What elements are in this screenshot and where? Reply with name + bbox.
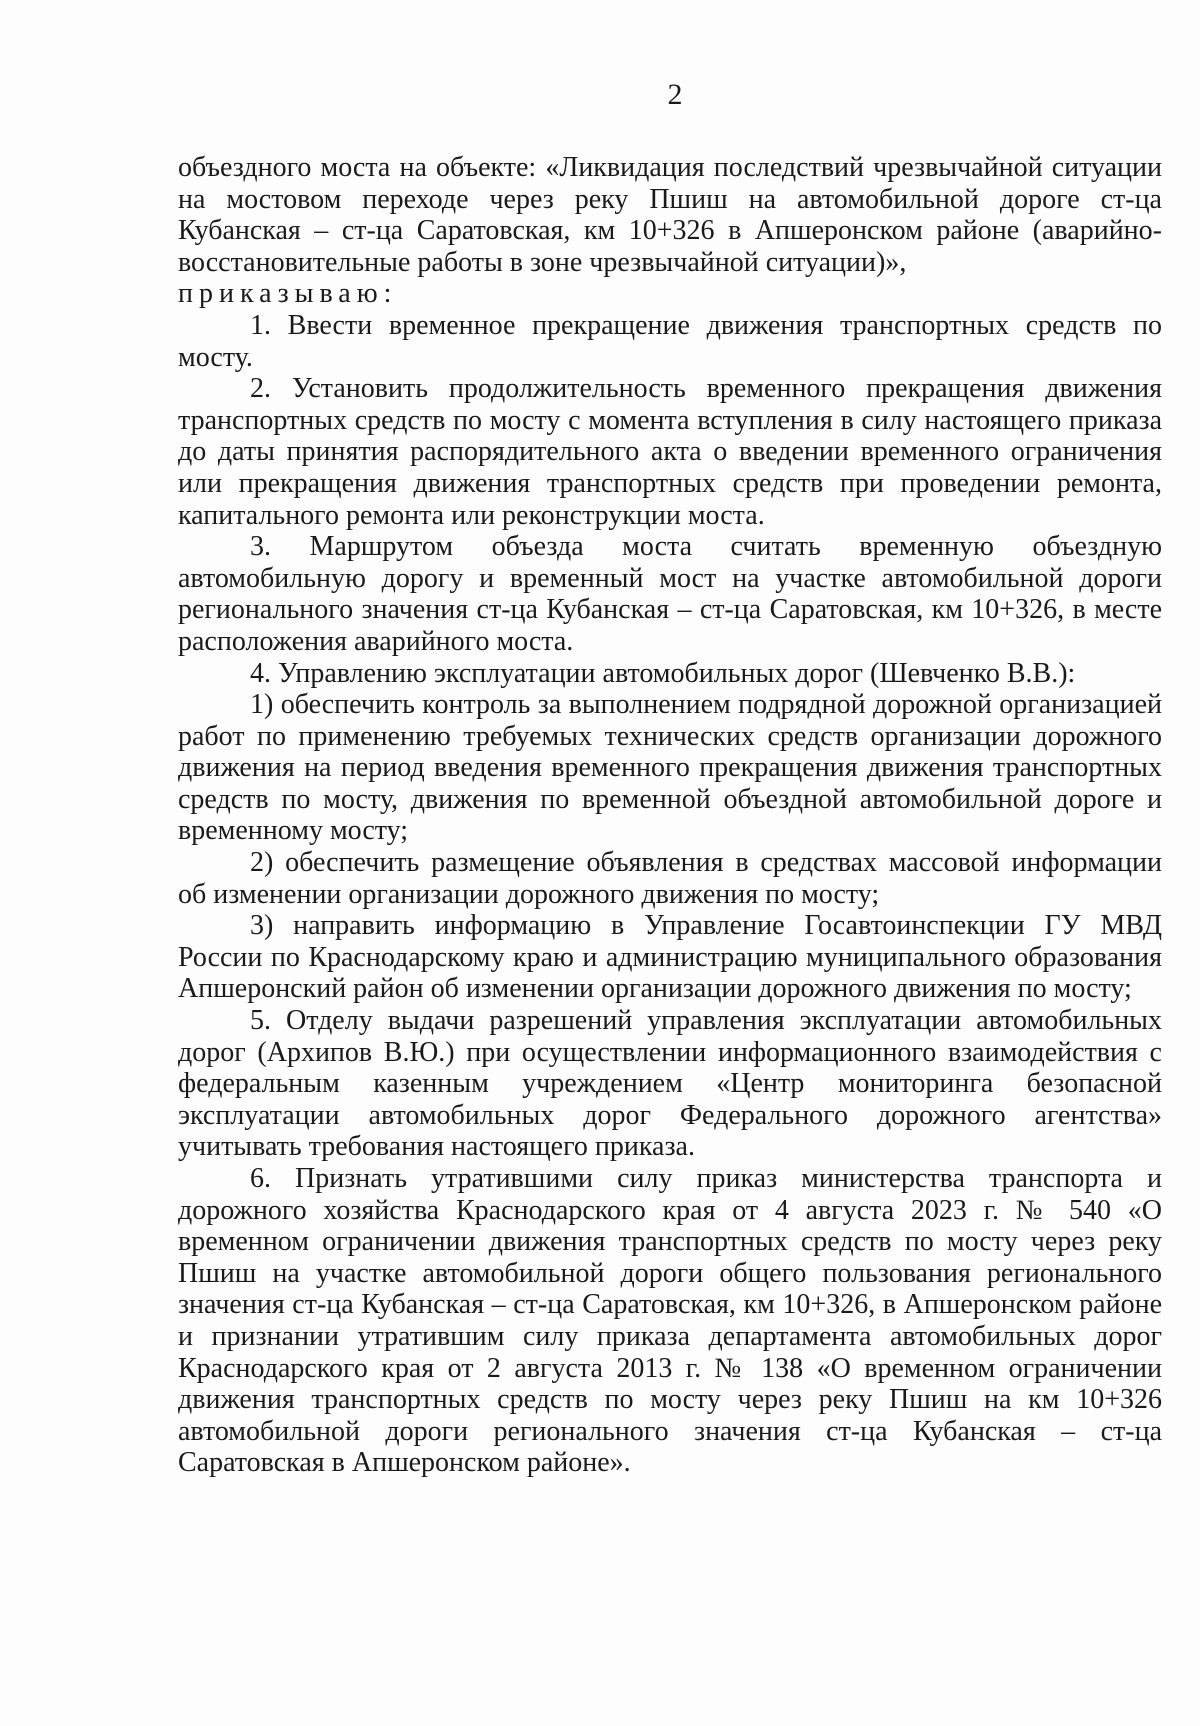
paragraph-item-5: 5. Отделу выдачи разрешений управления эксплуатации автомобильных дорог (Архипов В.Ю.) при осуществлении информационного взаимодействия с федеральным казенным учреждением «Центр мониторинга безопасной эксплуатации автомобильных дорог Федерального дорожного агентства» учитывать требования настоящего приказа. — [178, 1005, 1162, 1163]
paragraph-intro: объездного моста на объекте: «Ликвидация последствий чрезвычайной ситуации на мостовом переходе через реку Пшиш на автомобильной дороге ст-ца Кубанская – ст-ца Саратовская, км 10+326 в Апшеронском районе (аварийно-восстановительные работы в зоне чрезвычайной ситуации)», — [178, 152, 1162, 278]
paragraph-item-4-2: 2) обеспечить размещение объявления в средствах массовой информации об изменении организации дорожного движения по мосту; — [178, 847, 1162, 910]
paragraph-item-1: 1. Ввести временное прекращение движения транспортных средств по мосту. — [178, 309, 1162, 373]
document-body — [178, 152, 1162, 1479]
paragraph-item-6: 6. Признать утратившими силу приказ министерства транспорта и дорожного хозяйства Краснодарского края от 4 августа 2023 г. № 540 «О временном ограничении движения транспортных средств по мосту через реку Пшиш на участке автомобильной дороги общего пользования регионального значения ст-ца Кубанская – ст-ца Саратовская, км 10+326, в Апшеронском районе и признании утратившим силу приказа департамента автомобильных дорог Краснодарского края от 2 августа 2013 г. № 138 «О временном ограничении движения транспортных средств по мосту через реку Пшиш на км 10+326 автомобильной дороги регионального значения ст-ца Кубанская – ст-ца Саратовская в Апшеронском районе». — [178, 1163, 1162, 1479]
paragraph-item-4-3: 3) направить информацию в Управление Госавтоинспекции ГУ МВД России по Краснодарскому краю и администрацию муниципального образования Апшеронский район об изменении организации дорожного движения по мосту; — [178, 910, 1162, 1005]
paragraph-order-word: приказываю: — [178, 278, 398, 310]
paragraph-item-4: 4. Управлению эксплуатации автомобильных дорог (Шевченко В.В.): — [250, 657, 1076, 689]
paragraph-item-4-1: 1) обеспечить контроль за выполнением подрядной дорожной организацией работ по применению требуемых технических средств организации дорожного движения на период введения временного прекращения движения транспортных средств по мосту, движения по временной объездной автомобильной дороге и временному мосту; — [178, 689, 1162, 847]
paragraph-item-3: 3. Маршрутом объезда моста считать временную объездную автомобильную дорогу и временный мост на участке автомобильной дороги регионального значения ст-ца Кубанская – ст-ца Саратовская, км 10+326, в месте расположения аварийного моста. — [178, 531, 1162, 657]
page-number: 2 — [667, 78, 683, 111]
paragraph-item-2: 2. Установить продолжительность временного прекращения движения транспортных средств по мосту с момента вступления в силу настоящего приказа до даты принятия распорядительного акта о введении временного ограничения или прекращения движения транспортных средств при проведении ремонта, капитального ремонта или реконструкции моста. — [178, 373, 1162, 531]
